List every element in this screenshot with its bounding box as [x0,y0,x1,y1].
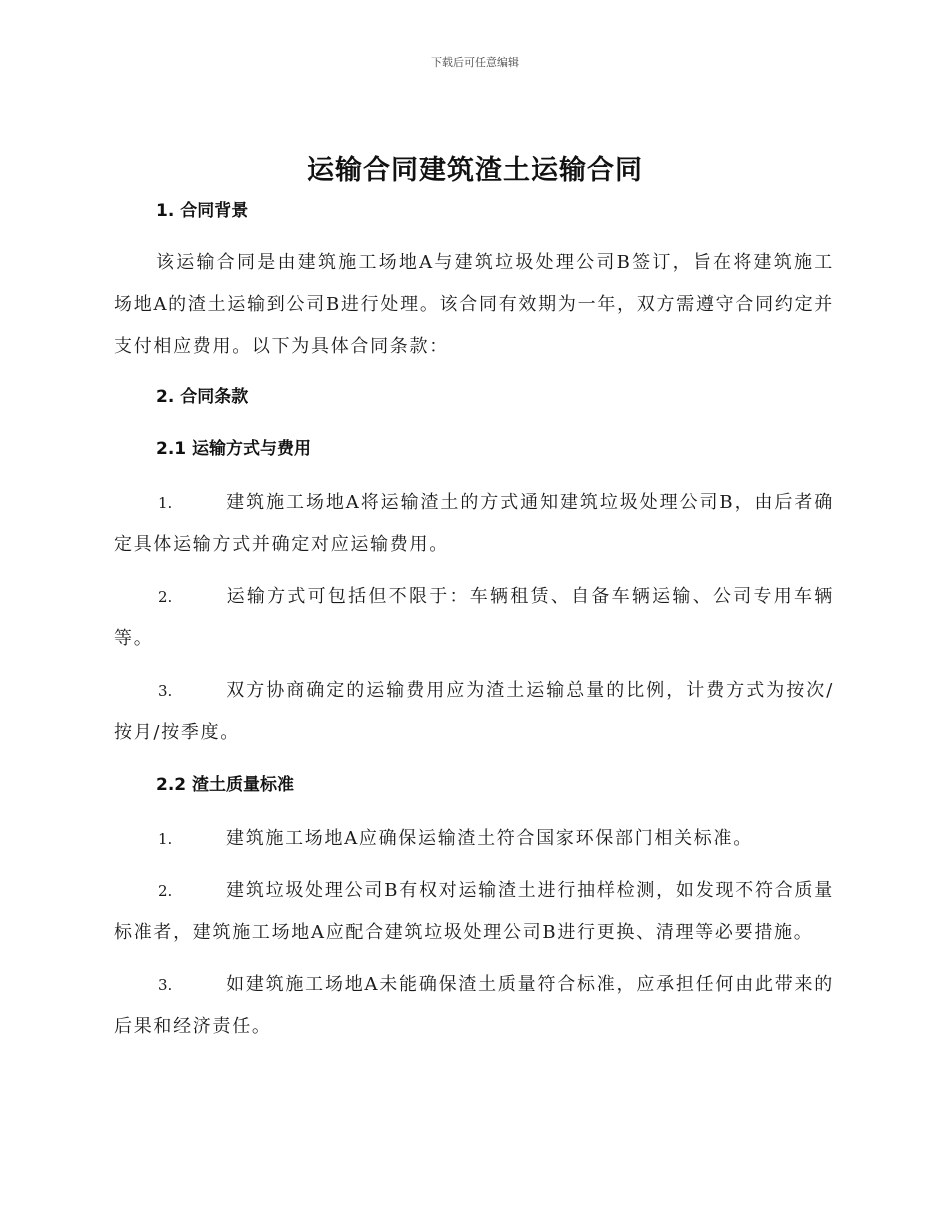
list-item-text: 运输方式可包括但不限于：车辆租赁、自备车辆运输、公司专用车辆等。 [114,586,834,649]
list-item [114,670,834,754]
list-item-text: 如建筑施工场地A未能确保渣土质量符合标准，应承担任何由此带来的后果和经济责任。 [114,974,834,1037]
list-item [114,482,834,566]
background-paragraph: 该运输合同是由建筑施工场地A与建筑垃圾处理公司B签订，旨在将建筑施工场地A的渣土运输到公司B进行处理。该合同有效期为一年，双方需遵守合同约定并支付相应费用。以下为具体合同条款： [114,252,834,357]
list-item-text: 双方协商确定的运输费用应为渣土运输总量的比例，计费方式为按次/按月/按季度。 [114,680,834,743]
list-item-text: 建筑施工场地A应确保运输渣土符合国家环保部门相关标准。 [226,828,753,849]
list-item [114,818,834,860]
list-item-number: 3. [158,682,173,700]
list-item-text: 建筑垃圾处理公司B有权对运输渣土进行抽样检测，如发现不符合质量标准者，建筑施工场地A应配合建筑垃圾处理公司B进行更换、清理等必要措施。 [114,880,834,943]
list-item-number: 1. [158,494,173,512]
list-item [114,870,834,954]
list-item-number: 1. [158,830,173,848]
list-item-number: 2. [158,588,173,606]
list-item [114,576,834,660]
list-item-number: 2. [158,882,173,900]
document-title: 运输合同建筑渣土运输合同 [307,155,643,186]
list-item-text: 建筑施工场地A将运输渣土的方式通知建筑垃圾处理公司B，由后者确定具体运输方式并确定对应运输费用。 [114,492,834,555]
document-body [114,194,834,1048]
list-item-number: 3. [158,976,173,994]
section-heading-background: 1. 合同背景 [156,201,249,221]
section-heading-terms: 2. 合同条款 [156,387,249,407]
list-item [114,964,834,1048]
subsection-heading-transport: 2.1 运输方式与费用 [156,439,312,459]
subsection-heading-quality: 2.2 渣土质量标准 [156,775,295,795]
page-header-note: 下载后可任意编辑 [431,56,519,69]
